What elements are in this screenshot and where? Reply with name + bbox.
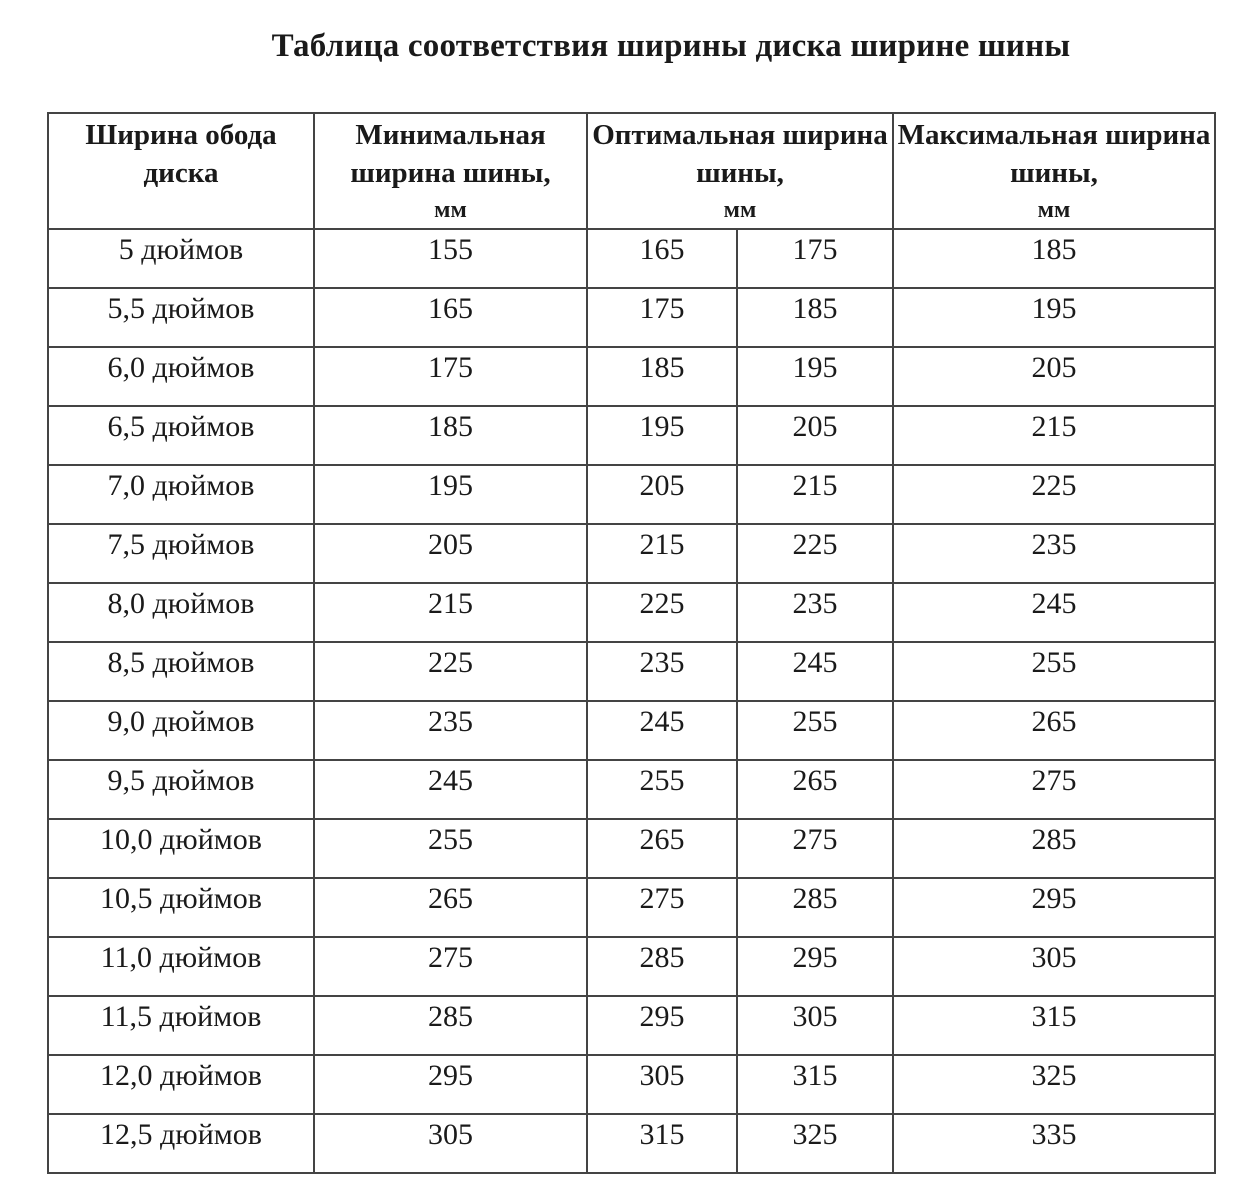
cell-opt-high: 305: [737, 996, 893, 1055]
cell-min-width: 305: [314, 1114, 587, 1173]
tire-rim-table: [47, 112, 1216, 1174]
table-row: [48, 288, 1215, 347]
cell-min-width: 165: [314, 288, 587, 347]
table-row: [48, 996, 1215, 1055]
cell-rim-width: 11,0 дюймов: [48, 937, 314, 996]
cell-min-width: 245: [314, 760, 587, 819]
cell-min-width: 215: [314, 583, 587, 642]
cell-max-width: 335: [893, 1114, 1215, 1173]
cell-rim-width: 7,0 дюймов: [48, 465, 314, 524]
header-rim-width: [48, 113, 314, 229]
cell-rim-width: 6,0 дюймов: [48, 347, 314, 406]
table-row: [48, 406, 1215, 465]
cell-opt-high: 175: [737, 229, 893, 288]
cell-opt-high: 275: [737, 819, 893, 878]
page-title: Таблица соответствия ширины диска ширине шины: [271, 28, 1071, 64]
table-body: [48, 229, 1215, 1173]
cell-rim-width: 12,0 дюймов: [48, 1055, 314, 1114]
header-max-unit: мм: [1037, 197, 1071, 223]
cell-min-width: 195: [314, 465, 587, 524]
header-rim-label: Ширина обода диска: [85, 119, 277, 189]
cell-rim-width: 5,5 дюймов: [48, 288, 314, 347]
header-min-width: [314, 113, 587, 229]
header-min-unit: мм: [434, 197, 467, 223]
header-opt-width: [587, 113, 893, 229]
cell-min-width: 185: [314, 406, 587, 465]
cell-opt-high: 245: [737, 642, 893, 701]
table-row: [48, 1114, 1215, 1173]
cell-opt-low: 175: [587, 288, 737, 347]
cell-max-width: 235: [893, 524, 1215, 583]
cell-opt-high: 265: [737, 760, 893, 819]
table-row: [48, 937, 1215, 996]
cell-max-width: 195: [893, 288, 1215, 347]
cell-opt-low: 295: [587, 996, 737, 1055]
table-row: [48, 524, 1215, 583]
cell-opt-low: 215: [587, 524, 737, 583]
cell-opt-low: 285: [587, 937, 737, 996]
cell-rim-width: 8,5 дюймов: [48, 642, 314, 701]
cell-opt-low: 255: [587, 760, 737, 819]
cell-rim-width: 9,0 дюймов: [48, 701, 314, 760]
header-opt-label: Оптимальная ширина шины,: [592, 119, 888, 189]
cell-opt-low: 185: [587, 347, 737, 406]
cell-min-width: 155: [314, 229, 587, 288]
cell-rim-width: 9,5 дюймов: [48, 760, 314, 819]
cell-opt-high: 255: [737, 701, 893, 760]
cell-max-width: 255: [893, 642, 1215, 701]
cell-rim-width: 10,5 дюймов: [48, 878, 314, 937]
cell-min-width: 295: [314, 1055, 587, 1114]
table-row: [48, 819, 1215, 878]
cell-opt-high: 185: [737, 288, 893, 347]
table-row: [48, 583, 1215, 642]
cell-opt-low: 265: [587, 819, 737, 878]
cell-max-width: 245: [893, 583, 1215, 642]
cell-rim-width: 6,5 дюймов: [48, 406, 314, 465]
table-row: [48, 878, 1215, 937]
cell-rim-width: 12,5 дюймов: [48, 1114, 314, 1173]
cell-opt-low: 275: [587, 878, 737, 937]
cell-max-width: 295: [893, 878, 1215, 937]
cell-min-width: 265: [314, 878, 587, 937]
cell-opt-high: 225: [737, 524, 893, 583]
cell-min-width: 255: [314, 819, 587, 878]
cell-max-width: 265: [893, 701, 1215, 760]
cell-max-width: 205: [893, 347, 1215, 406]
cell-opt-low: 245: [587, 701, 737, 760]
cell-opt-low: 305: [587, 1055, 737, 1114]
table-row: [48, 642, 1215, 701]
table-row: [48, 347, 1215, 406]
table-row: [48, 760, 1215, 819]
cell-max-width: 315: [893, 996, 1215, 1055]
cell-min-width: 175: [314, 347, 587, 406]
header-min-label: Минимальная ширина шины,: [350, 119, 551, 189]
cell-opt-high: 295: [737, 937, 893, 996]
header-max-label: Максимальная ширина шины,: [897, 119, 1211, 189]
cell-min-width: 275: [314, 937, 587, 996]
table-row: [48, 229, 1215, 288]
cell-opt-low: 165: [587, 229, 737, 288]
cell-opt-high: 215: [737, 465, 893, 524]
cell-min-width: 285: [314, 996, 587, 1055]
cell-rim-width: 5 дюймов: [48, 229, 314, 288]
header-max-width: [893, 113, 1215, 229]
cell-opt-high: 325: [737, 1114, 893, 1173]
cell-rim-width: 7,5 дюймов: [48, 524, 314, 583]
cell-opt-high: 285: [737, 878, 893, 937]
cell-max-width: 305: [893, 937, 1215, 996]
cell-opt-high: 195: [737, 347, 893, 406]
header-row: [48, 113, 1215, 229]
cell-min-width: 205: [314, 524, 587, 583]
cell-rim-width: 10,0 дюймов: [48, 819, 314, 878]
cell-opt-low: 195: [587, 406, 737, 465]
cell-opt-low: 315: [587, 1114, 737, 1173]
cell-max-width: 225: [893, 465, 1215, 524]
cell-opt-low: 205: [587, 465, 737, 524]
cell-min-width: 235: [314, 701, 587, 760]
cell-max-width: 215: [893, 406, 1215, 465]
cell-opt-high: 235: [737, 583, 893, 642]
table-row: [48, 701, 1215, 760]
cell-max-width: 275: [893, 760, 1215, 819]
table-row: [48, 1055, 1215, 1114]
cell-max-width: 325: [893, 1055, 1215, 1114]
cell-opt-high: 315: [737, 1055, 893, 1114]
cell-max-width: 285: [893, 819, 1215, 878]
cell-opt-low: 225: [587, 583, 737, 642]
cell-min-width: 225: [314, 642, 587, 701]
cell-max-width: 185: [893, 229, 1215, 288]
header-opt-unit: мм: [723, 197, 757, 223]
cell-opt-low: 235: [587, 642, 737, 701]
table-row: [48, 465, 1215, 524]
cell-opt-high: 205: [737, 406, 893, 465]
cell-rim-width: 8,0 дюймов: [48, 583, 314, 642]
cell-rim-width: 11,5 дюймов: [48, 996, 314, 1055]
